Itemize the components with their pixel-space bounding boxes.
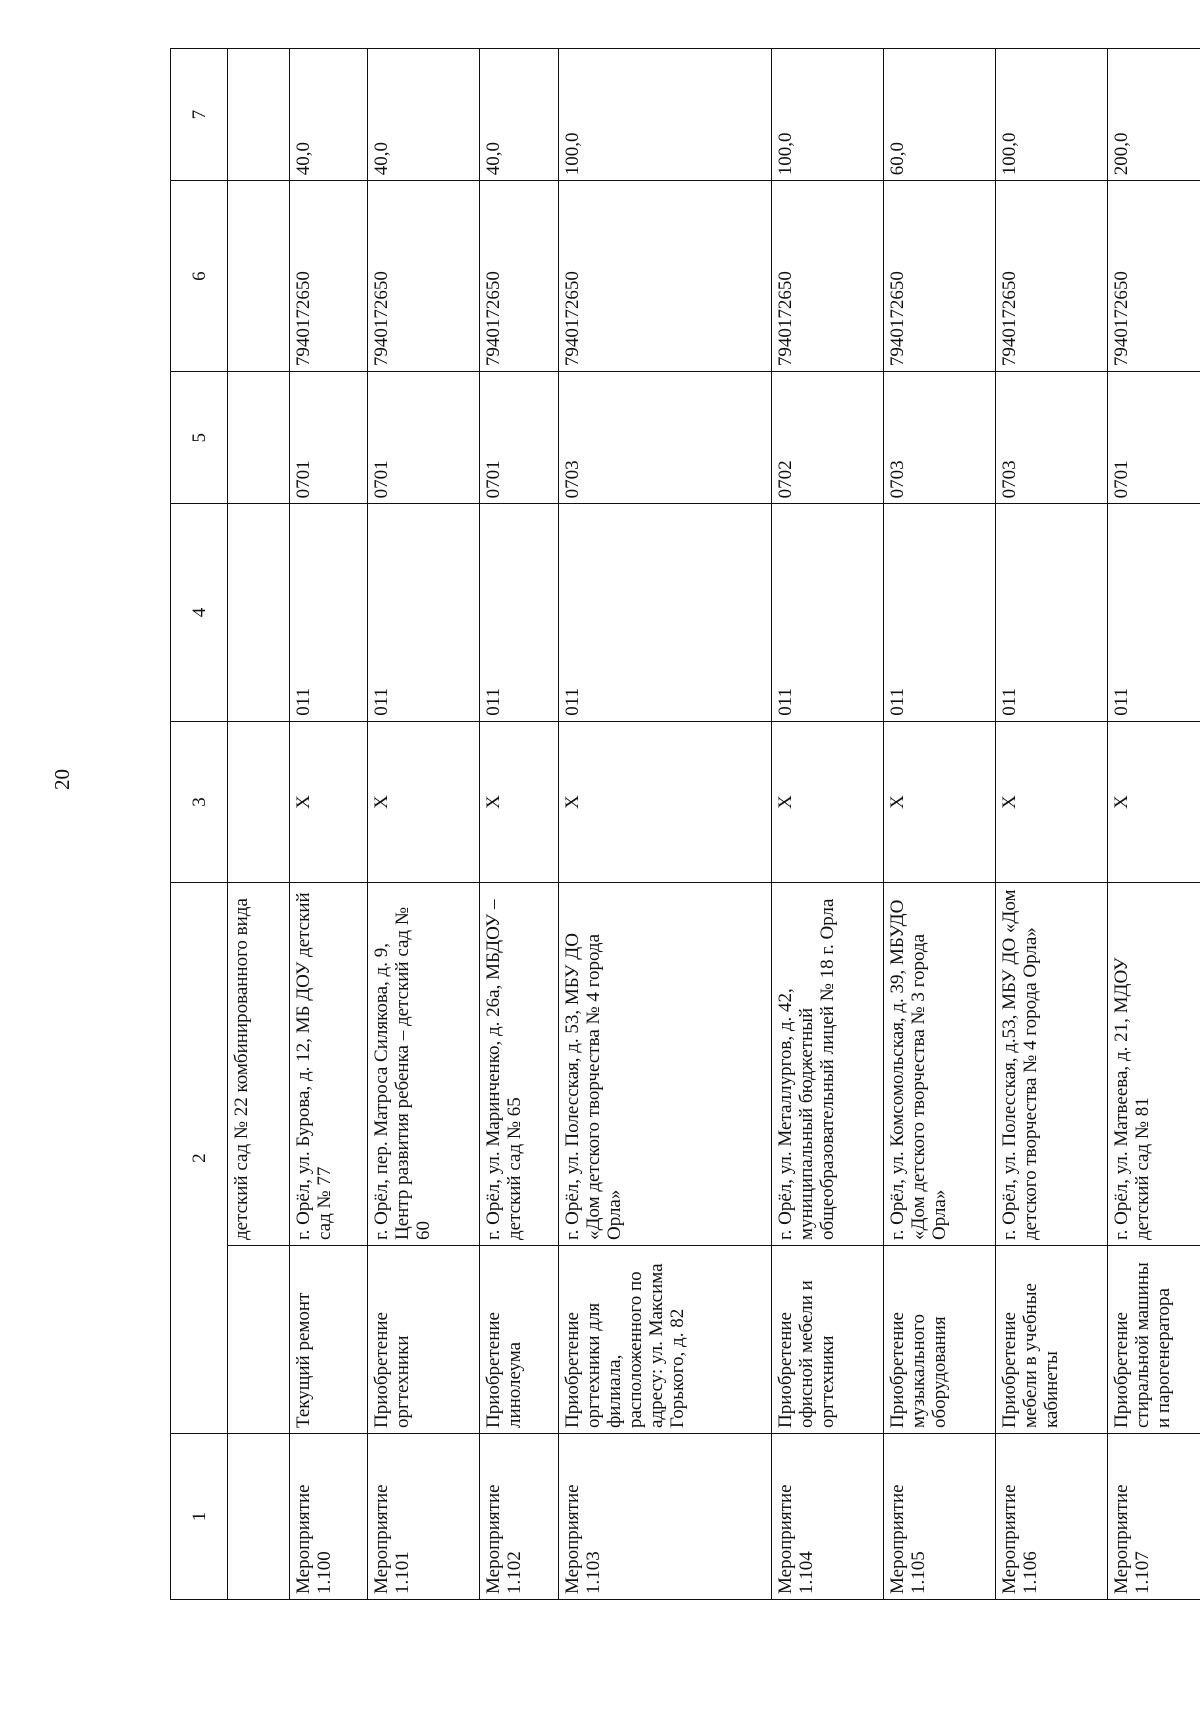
cell-location: г. Орёл, ул. Полесская, д. 53, МБУ ДО «Дом детского творчества № 4 города Орла» [558,883,771,1246]
cell-c6: 7940172650 [995,181,1107,372]
cell-location: г. Орёл, ул. Маринченко, д. 26а, МБДОУ – детский сад № 65 [480,883,558,1246]
cell-name: Приобретение офисной мебели и оргтехники [771,1246,883,1434]
cell-c3: X [558,721,771,883]
header-col-6: 6 [171,181,228,372]
header-col-5: 5 [171,372,228,504]
cell-id: Мероприятие 1.106 [995,1434,1107,1600]
header-col-3: 3 [171,721,228,883]
cell-location: г. Орёл, ул. Полесская, д.53, МБУ ДО «Дом детского творчества № 4 города Орла» [995,883,1107,1246]
header-col-7: 7 [171,49,228,181]
cell-c3: X [883,721,995,883]
cell-c3: X [368,721,480,883]
cell-c6 [228,181,290,372]
cell-c4 [228,504,290,721]
cell-c3: X [995,721,1107,883]
table-row [480,49,558,1600]
cell-c5: 0701 [290,372,368,504]
table-row [883,49,995,1600]
cell-c3: X [480,721,558,883]
cell-location: г. Орёл, ул. Металлургов, д. 42, муниципальный бюджетный общеобразовательный лицей № 18 г. Орла [771,883,883,1246]
cell-id: Мероприятие 1.102 [480,1434,558,1600]
cell-c6: 7940172650 [480,181,558,372]
cell-c3: X [1107,721,1200,883]
table-row [558,49,771,1600]
cell-c4: 011 [1107,504,1200,721]
cell-c3 [228,721,290,883]
table-row [1107,49,1200,1600]
table-row [995,49,1107,1600]
cell-c4: 011 [771,504,883,721]
cell-location: г. Орёл, пер. Матроса Силякова, д. 9, Центр развития ребенка – детский сад № 60 [368,883,480,1246]
cell-c4: 011 [995,504,1107,721]
cell-c6: 7940172650 [290,181,368,372]
cell-c7: 100,0 [558,49,771,181]
header-col-1: 1 [171,1434,228,1600]
page-number: 20 [50,769,74,790]
cell-id: Мероприятие 1.104 [771,1434,883,1600]
cell-c4: 011 [480,504,558,721]
cell-c5: 0703 [883,372,995,504]
cell-c4: 011 [558,504,771,721]
cell-c4: 011 [368,504,480,721]
cell-location: г. Орёл, ул. Комсомольская, д. 39, МБУДО «Дом детского творчества № 3 города Орла» [883,883,995,1246]
cell-id: Мероприятие 1.103 [558,1434,771,1600]
cell-name: Приобретение стиральной машины и парогенератора [1107,1246,1200,1434]
cell-c7: 40,0 [290,49,368,181]
cell-c5 [228,372,290,504]
cell-c5: 0701 [480,372,558,504]
cell-c7: 200,0 [1107,49,1200,181]
budget-table [170,48,1200,1600]
continuation-row [228,49,290,1600]
cell-id: Мероприятие 1.101 [368,1434,480,1600]
table-row [290,49,368,1600]
cell-c3: X [290,721,368,883]
cell-name: Приобретение оргтехники [368,1246,480,1434]
cell-c5: 0703 [995,372,1107,504]
cell-c6: 7940172650 [1107,181,1200,372]
rotated-table-wrapper [170,48,1200,1600]
cell-c5: 0701 [1107,372,1200,504]
cell-c4: 011 [883,504,995,721]
cell-name: Приобретение оргтехники для филиала, расположенного по адресу: ул. Максима Горького, д. 82 [558,1246,771,1434]
table-row [368,49,480,1600]
cell-location: г. Орёл, ул. Бурова, д. 12, МБ ДОУ детский сад № 77 [290,883,368,1246]
cell-location: г. Орёл, ул. Матвеева, д. 21, МДОУ детский сад № 81 [1107,883,1200,1246]
cell-c7: 40,0 [480,49,558,181]
cell-c7: 40,0 [368,49,480,181]
cell-name [228,1246,290,1434]
cell-c6: 7940172650 [771,181,883,372]
cell-name: Приобретение линолеума [480,1246,558,1434]
cell-id: Мероприятие 1.107 [1107,1434,1200,1600]
cell-c7: 100,0 [995,49,1107,181]
cell-id: Мероприятие 1.105 [883,1434,995,1600]
header-row [171,49,228,1600]
cell-c7: 100,0 [771,49,883,181]
cell-c5: 0703 [558,372,771,504]
table-row [771,49,883,1600]
cell-c3: X [771,721,883,883]
cell-c4: 011 [290,504,368,721]
cell-name: Приобретение музыкального оборудования [883,1246,995,1434]
cell-c5: 0701 [368,372,480,504]
cell-c6: 7940172650 [558,181,771,372]
cell-c7: 60,0 [883,49,995,181]
cell-name: Приобретение мебели в учебные кабинеты [995,1246,1107,1434]
cell-c5: 0702 [771,372,883,504]
cell-location: детский сад № 22 комбинированного вида [228,883,290,1246]
cell-c7 [228,49,290,181]
cell-c6: 7940172650 [883,181,995,372]
header-col-4: 4 [171,504,228,721]
cell-id [228,1434,290,1600]
cell-name: Текущий ремонт [290,1246,368,1434]
cell-c6: 7940172650 [368,181,480,372]
cell-id: Мероприятие 1.100 [290,1434,368,1600]
header-col-2: 2 [171,883,228,1434]
